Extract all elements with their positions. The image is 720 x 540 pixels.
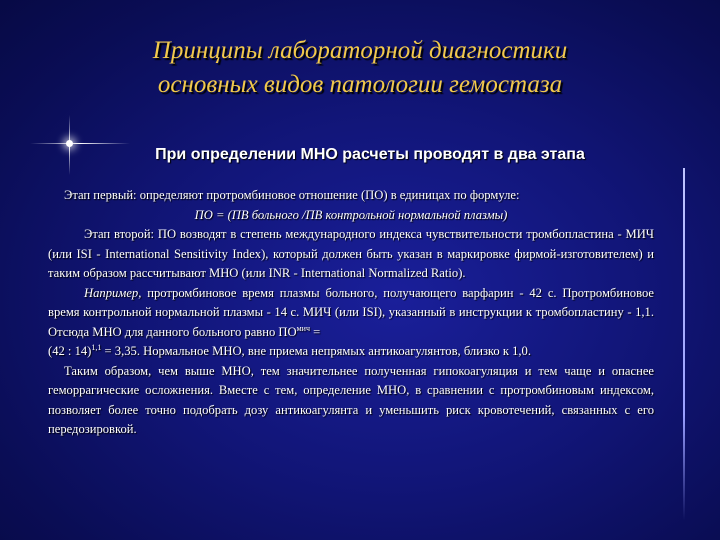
slide-body bbox=[48, 186, 654, 440]
calculation-result: = 3,35. Нормальное МНО, вне приема непрямых антикоагулянтов, близко к 1,0. bbox=[101, 344, 531, 358]
slide-title bbox=[40, 34, 680, 102]
paragraph-step-one: Этап первый: определяют протромбиновое отношение (ПО) в единицах по формуле: bbox=[64, 188, 520, 202]
calculation-base: (42 : 14) bbox=[48, 344, 92, 358]
sparkle-horizontal-line bbox=[30, 143, 130, 144]
title-line-1: Принципы лабораторной диагностики bbox=[152, 37, 568, 64]
paragraph-step-two: Этап второй: ПО возводят в степень международного индекса чувствительности тромбопластина - МИЧ (или ISI - International Sensitivity Index), который должен быть указан в маркировке фирмой-изготовителем) и таким образом рассчитывают МНО (или INR - International Normalized Ratio). bbox=[48, 227, 654, 280]
example-superscript: мич bbox=[296, 323, 310, 333]
vertical-divider bbox=[683, 168, 685, 520]
slide-subtitle: При определении МНО расчеты проводят в два этапа bbox=[155, 146, 585, 163]
example-text: протромбиновое время плазмы больного, получающего варфарин - 42 с. Протромбиновое время контрольной нормальной плазмы - 14 с. МИЧ (или ISI), указанный в инструкции к тромбопластину - 1,1. Отсюда МНО для данного больного равно ПО bbox=[48, 285, 654, 339]
example-equals: = bbox=[309, 324, 321, 339]
example-label: Например, bbox=[84, 285, 142, 300]
paragraph-example bbox=[48, 284, 654, 343]
paragraph-conclusion: Таким образом, чем выше МНО, тем значительнее полученная гипокоагуляция и тем чаще и опаснее геморрагические осложнения. Вместе с тем, определение МНО, в сравнении с протромбиновым индексом, позволяет более точно подобрать дозу антикоагулянта и уменьшить риск кровотечений, связанных с его передозировкой. bbox=[48, 363, 654, 436]
title-line-2: основных видов патологии гемостаза bbox=[157, 71, 563, 98]
calculation-exponent: 1,1 bbox=[91, 342, 102, 352]
paragraph-calculation bbox=[48, 342, 654, 362]
formula: ПО = (ПВ больного /ПВ контрольной нормальной плазмы) bbox=[194, 207, 508, 222]
